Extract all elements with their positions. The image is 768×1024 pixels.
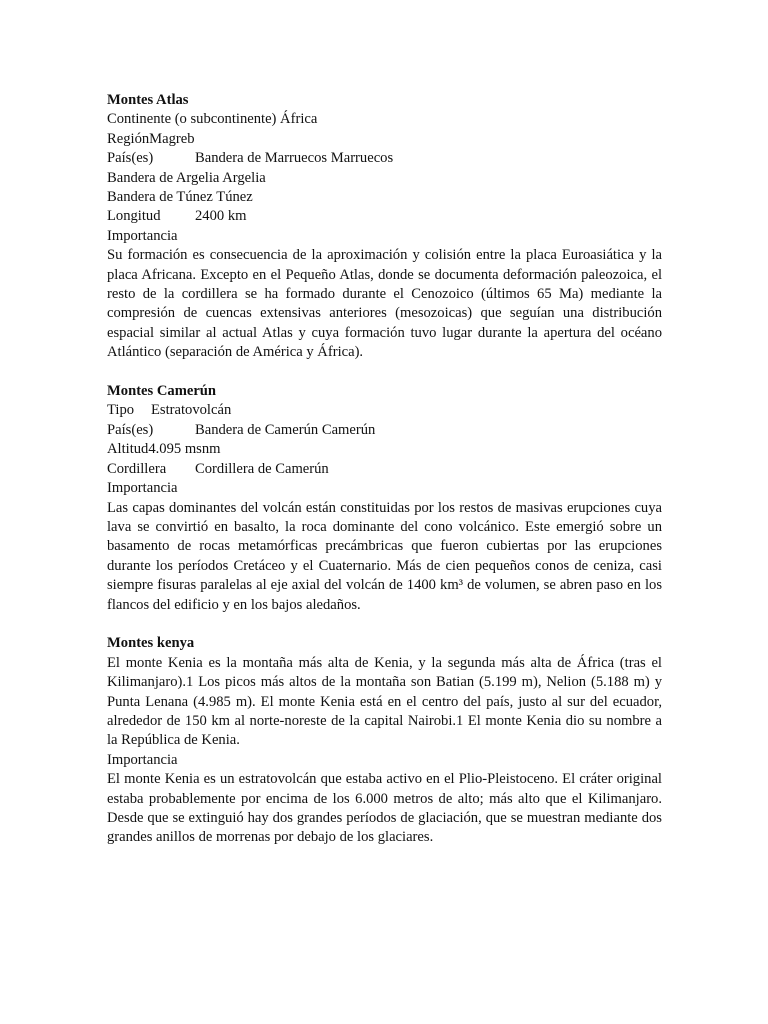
- country-line: Bandera de Argelia Argelia: [107, 169, 266, 186]
- range-field: [107, 460, 662, 479]
- field-key: País(es): [107, 421, 154, 438]
- document-page: [107, 91, 662, 848]
- section-title: Montes Camerún: [107, 383, 217, 400]
- continent-line: Continente (o subcontinente) África: [107, 111, 318, 128]
- field-key: Cordillera: [107, 460, 167, 477]
- field-key: Tipo: [107, 402, 135, 419]
- altitude-line: Altitud4.095 msnm: [107, 441, 221, 458]
- field-value: 2400 km: [195, 208, 247, 225]
- section-atlas: [107, 91, 662, 363]
- field-value: Bandera de Camerún Camerún: [195, 421, 376, 438]
- importance-label: Importancia: [107, 227, 178, 244]
- importance-label: Importancia: [107, 480, 178, 497]
- country-line: Bandera de Túnez Túnez: [107, 189, 253, 206]
- region-line: RegiónMagreb: [107, 130, 195, 147]
- country-field: [107, 149, 662, 168]
- importance-paragraph: El monte Kenia es un estratovolcán que estaba activo en el Plio-Pleistoceno. El cráter original estaba probablemente por encima de los 6.000 metros de alto; más alto que el Kilimanjaro. Desde que se extinguió hay dos grandes períodos de glaciación, que se muestran mediante dos grandes anillos de morrenas por debajo de los glaciares.: [107, 771, 662, 846]
- importance-paragraph: Su formación es consecuencia de la aproximación y colisión entre la placa Euroasiática y la placa Africana. Excepto en el Pequeño Atlas, donde se documenta deformación paleozoica, el resto de la cordillera se ha formado durante el Cenozoico (últimos 65 Ma) mediante la compresión de cuencas extensivas anteriores (mesozoicas) que seguían una distribución espacial similar al actual Atlas y cuya formación tuvo lugar durante la apertura del océano Atlántico (separación de América y África).: [107, 247, 662, 361]
- section-kenya: [107, 634, 662, 847]
- field-value: Cordillera de Camerún: [195, 460, 329, 477]
- section-title: Montes Atlas: [107, 92, 189, 108]
- type-field: [107, 401, 662, 420]
- field-value: Bandera de Marruecos Marruecos: [195, 150, 394, 167]
- field-key: Longitud: [107, 208, 161, 225]
- length-field: [107, 207, 662, 226]
- importance-label: Importancia: [107, 751, 178, 768]
- field-value: Estratovolcán: [151, 402, 232, 419]
- section-title: Montes kenya: [107, 635, 195, 652]
- description-paragraph: El monte Kenia es la montaña más alta de Kenia, y la segunda más alta de África (tras el Kilimanjaro).1 Los picos más altos de la montaña son Batian (5.199 m), Nelion (5.188 m) y Punta Lenana (4.985 m). El monte Kenia está en el centro del país, justo al sur del ecuador, alrededor de 150 km al norte-noreste de la capital Nairobi.1 El monte Kenia dio su nombre a la República de Kenia.: [107, 654, 662, 749]
- country-field: [107, 421, 662, 440]
- section-camerun: [107, 382, 662, 615]
- field-key: País(es): [107, 150, 154, 167]
- importance-paragraph: Las capas dominantes del volcán están constituidas por los restos de masivas erupciones cuya lava se convirtió en basalto, la roca dominante del cono volcánico. Este emergió sobre un basamento de rocas metamórficas precámbricas que fueron cubiertas por las erupciones durante los períodos Cretáceo y el Cuaternario. Más de cien pequeños conos de ceniza, casi siempre fisuras paralelas al eje axial del volcán de 1400 km³ de volumen, se abren paso en los flancos del edificio y en los bajos aledaños.: [107, 499, 662, 613]
